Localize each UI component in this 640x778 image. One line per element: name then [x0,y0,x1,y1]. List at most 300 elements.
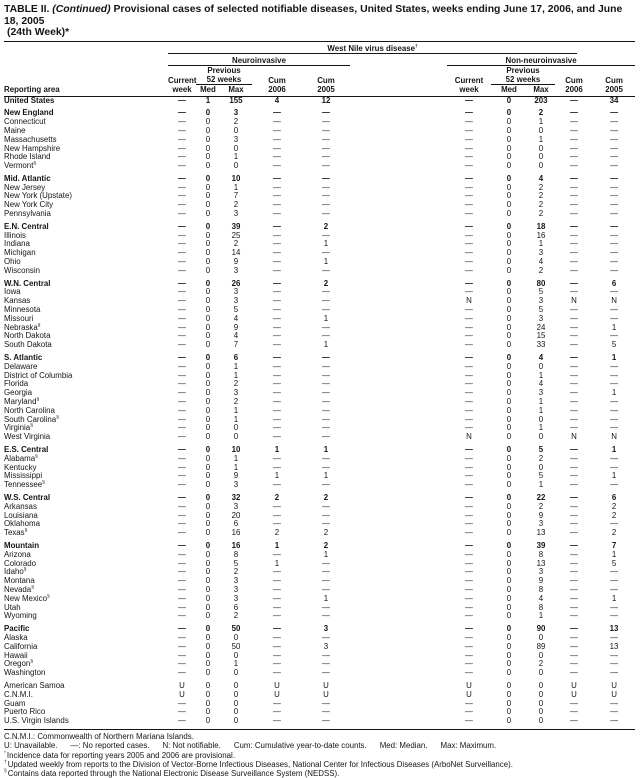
reporting-area-cell: Texas§ [4,529,168,538]
value-cell: 32 [220,494,252,503]
spacer-cell [350,332,447,341]
value-cell: 3 [527,520,555,529]
value-cell: 0 [196,136,220,145]
value-cell: — [168,455,196,464]
value-cell: — [593,153,635,162]
value-cell: — [302,708,350,717]
value-cell: — [302,464,350,473]
value-cell: — [252,223,302,232]
spacer-cell [350,682,447,691]
value-cell: 2 [527,192,555,201]
value-cell: — [302,586,350,595]
value-cell: 1 [220,372,252,381]
value-cell: 0 [196,568,220,577]
reporting-area-cell: New England [4,109,168,118]
value-cell: — [168,267,196,276]
value-cell: 0 [491,520,527,529]
reporting-area-cell: Idaho§ [4,568,168,577]
value-cell: 4 [527,380,555,389]
value-cell: — [447,708,491,717]
value-cell: — [302,324,350,333]
value-cell: — [593,136,635,145]
value-cell: 0 [196,682,220,691]
reporting-area-cell: Washington [4,669,168,678]
spacer-cell [350,240,447,249]
value-cell: — [168,604,196,613]
value-cell: — [555,162,593,171]
value-cell: 0 [491,586,527,595]
value-cell: 2 [527,503,555,512]
value-cell: 0 [196,520,220,529]
value-cell: 0 [196,512,220,521]
legend-item: N: Not notifiable. [162,741,220,750]
value-cell: — [252,634,302,643]
value-cell: 3 [220,389,252,398]
value-cell: 0 [220,162,252,171]
value-cell: 16 [220,542,252,551]
value-cell: — [555,288,593,297]
value-cell: U [302,691,350,700]
value-cell: — [447,669,491,678]
value-cell: 1 [302,446,350,455]
value-cell: 0 [491,363,527,372]
value-cell: — [593,315,635,324]
value-cell: — [555,389,593,398]
value-cell: 7 [220,192,252,201]
value-cell: 0 [491,136,527,145]
value-cell: — [302,192,350,201]
value-cell: — [555,625,593,634]
value-cell: 9 [220,258,252,267]
value-cell: — [593,612,635,621]
value-cell: — [447,660,491,669]
value-cell: — [447,520,491,529]
value-cell: 13 [527,560,555,569]
value-cell: 90 [527,625,555,634]
header-bottom-row [4,85,635,96]
value-cell: — [302,380,350,389]
value-cell: — [555,717,593,726]
max-label: Max [527,85,555,96]
value-cell: — [555,398,593,407]
spacer-cell [350,503,447,512]
value-cell: — [555,372,593,381]
reporting-area-cell: Virginia§ [4,424,168,433]
value-cell: — [447,240,491,249]
value-cell: — [447,118,491,127]
value-cell: — [252,625,302,634]
value-cell: 0 [491,407,527,416]
value-cell: 2 [252,529,302,538]
value-cell: 0 [491,512,527,521]
value-cell: — [447,201,491,210]
value-cell: — [447,232,491,241]
value-cell: — [555,595,593,604]
spacer-cell [350,223,447,232]
reporting-area-header: Reporting area [4,85,168,96]
value-cell: U [555,682,593,691]
value-cell: 6 [593,494,635,503]
value-cell: — [302,612,350,621]
reporting-area-cell: Minnesota [4,306,168,315]
value-cell: — [168,634,196,643]
footnote-marker: § [30,660,33,665]
value-cell: — [302,520,350,529]
value-cell: — [593,162,635,171]
reporting-area-cell: United States [4,96,168,105]
value-cell: — [302,669,350,678]
value-cell: — [447,162,491,171]
value-cell: 1 [593,595,635,604]
value-cell: N [555,433,593,442]
value-cell: — [168,341,196,350]
value-cell: — [252,210,302,219]
legend-item: U: Unavailable. [4,741,58,750]
value-cell: 0 [491,153,527,162]
spacer-cell [350,512,447,521]
value-cell: 0 [527,669,555,678]
value-cell: — [447,604,491,613]
value-cell: — [168,717,196,726]
value-cell: 0 [491,398,527,407]
footnote-marker: § [42,481,45,486]
reporting-area-cell: Pacific [4,625,168,634]
value-cell: — [168,625,196,634]
value-cell: 1 [302,472,350,481]
value-cell: — [593,288,635,297]
value-cell: — [555,472,593,481]
spacer-cell [350,520,447,529]
spacer-cell [350,604,447,613]
value-cell: — [252,503,302,512]
value-cell: 0 [491,354,527,363]
value-cell: — [593,232,635,241]
cum-label: Cum [252,75,302,85]
value-cell: 3 [527,568,555,577]
value-cell: 2 [527,184,555,193]
value-cell: — [447,109,491,118]
value-cell: 2 [220,201,252,210]
value-cell: 5 [220,560,252,569]
value-cell: — [252,464,302,473]
value-cell: — [252,551,302,560]
spacer-cell [350,354,447,363]
value-cell: 1 [527,398,555,407]
value-cell: — [168,184,196,193]
value-cell: — [168,669,196,678]
value-cell: 4 [220,332,252,341]
value-cell: — [555,232,593,241]
value-cell: 3 [220,288,252,297]
value-cell: 0 [220,145,252,154]
spacer-cell [350,551,447,560]
value-cell: 0 [196,363,220,372]
current-label: Current [447,75,491,85]
value-cell: 1 [527,481,555,490]
spacer-cell [350,201,447,210]
value-cell: 2 [302,280,350,289]
footnotes [4,729,635,778]
value-cell: — [555,529,593,538]
year-2006-label: 2006 [555,85,593,96]
legend-item: —: No reported cases. [71,741,150,750]
footnote-marker: § [56,415,59,420]
value-cell: — [302,389,350,398]
value-cell: — [302,407,350,416]
value-cell: 0 [527,145,555,154]
value-cell: 15 [527,332,555,341]
value-cell: — [593,455,635,464]
table-row [4,481,635,490]
value-cell: — [252,184,302,193]
value-cell: — [302,267,350,276]
value-cell: — [555,363,593,372]
value-cell: — [555,96,593,105]
value-cell: 0 [196,481,220,490]
value-cell: 7 [220,341,252,350]
reporting-area-cell: Massachusetts [4,136,168,145]
value-cell: — [168,551,196,560]
value-cell: — [447,389,491,398]
value-cell: 0 [491,577,527,586]
header-disease-row [4,42,635,54]
spacer-cell [350,162,447,171]
value-cell: — [168,288,196,297]
value-cell: — [302,109,350,118]
value-cell: 0 [491,494,527,503]
value-cell: 6 [220,520,252,529]
reporting-area-cell: Nevada§ [4,586,168,595]
value-cell: 1 [220,416,252,425]
reporting-area-cell: New Mexico§ [4,595,168,604]
reporting-area-cell: E.N. Central [4,223,168,232]
value-cell: 0 [491,660,527,669]
value-cell: 0 [220,424,252,433]
value-cell: — [168,210,196,219]
spacer-cell [350,297,447,306]
value-cell: — [302,332,350,341]
value-cell: 0 [196,529,220,538]
value-cell: — [168,324,196,333]
value-cell: — [168,586,196,595]
value-cell: — [555,446,593,455]
table-title [4,4,635,39]
spacer-cell [350,249,447,258]
value-cell: 0 [491,542,527,551]
value-cell: — [168,315,196,324]
value-cell: 0 [491,315,527,324]
value-cell: 8 [527,604,555,613]
value-cell: — [168,306,196,315]
value-cell: 0 [196,424,220,433]
table-row [4,669,635,678]
value-cell: — [447,424,491,433]
reporting-area-cell: Indiana [4,240,168,249]
footnote-marker: § [24,568,27,573]
table-row [4,529,635,538]
legend-item: Med: Median. [380,741,428,750]
value-cell: 9 [220,472,252,481]
spacer-cell [350,708,447,717]
value-cell: 2 [302,542,350,551]
value-cell: 0 [491,446,527,455]
value-cell: 0 [491,306,527,315]
value-cell: 1 [220,660,252,669]
reporting-area-cell: Mountain [4,542,168,551]
reporting-area-cell: Kentucky [4,464,168,473]
footnote-line: §Contains data reported through the National Electronic Disease Surveillance System (NEDSS). [4,769,635,778]
reporting-area-cell: Delaware [4,363,168,372]
reporting-area-cell: Michigan [4,249,168,258]
value-cell: 0 [220,127,252,136]
value-cell: 39 [220,223,252,232]
value-cell: 0 [491,223,527,232]
value-cell: U [593,691,635,700]
value-cell: — [302,560,350,569]
value-cell: N [555,297,593,306]
value-cell: — [168,446,196,455]
value-cell: 0 [220,634,252,643]
value-cell: — [447,280,491,289]
cum-label: Cum [593,75,635,85]
spacer-cell [350,192,447,201]
value-cell: — [447,494,491,503]
reporting-area-cell: U.S. Virgin Islands [4,717,168,726]
spacer-cell [350,464,447,473]
value-cell: 7 [593,542,635,551]
value-cell: — [168,109,196,118]
value-cell: 0 [196,455,220,464]
value-cell: — [252,324,302,333]
value-cell: N [593,433,635,442]
title-continued: (Continued) [52,4,110,15]
value-cell: — [555,175,593,184]
value-cell: 2 [220,118,252,127]
value-cell: 1 [593,389,635,398]
value-cell: 6 [220,354,252,363]
value-cell: 0 [527,363,555,372]
value-cell: 0 [491,708,527,717]
value-cell: — [555,306,593,315]
reporting-area-cell: Pennsylvania [4,210,168,219]
value-cell: 0 [196,551,220,560]
spacer-cell [350,109,447,118]
value-cell: — [252,660,302,669]
value-cell: — [447,136,491,145]
value-cell: — [252,280,302,289]
value-cell: 5 [220,306,252,315]
value-cell: 4 [527,595,555,604]
title-prefix: TABLE II. [4,4,52,15]
value-cell: — [593,464,635,473]
value-cell: 0 [491,643,527,652]
value-cell: 0 [196,240,220,249]
value-cell: — [593,192,635,201]
value-cell: 1 [252,560,302,569]
value-cell: 1 [302,258,350,267]
spacer-cell [350,568,447,577]
value-cell: — [168,652,196,661]
value-cell: — [593,223,635,232]
value-cell: 0 [491,717,527,726]
table-row [4,433,635,442]
value-cell: 0 [220,433,252,442]
footnote-line: *Incidence data for reporting years 2005 and 2006 are provisional. [4,751,635,760]
value-cell: 0 [491,267,527,276]
value-cell: — [168,560,196,569]
value-cell: 22 [527,494,555,503]
value-cell: 1 [302,595,350,604]
value-cell: — [168,192,196,201]
value-cell: 39 [527,542,555,551]
value-cell: — [555,560,593,569]
value-cell: 0 [196,700,220,709]
value-cell: — [168,503,196,512]
value-cell: — [302,634,350,643]
value-cell: 0 [196,643,220,652]
value-cell: 0 [196,288,220,297]
value-cell: — [593,481,635,490]
value-cell: 24 [527,324,555,333]
value-cell: — [252,232,302,241]
value-cell: 0 [196,109,220,118]
med-label: Med [196,85,220,96]
value-cell: — [447,153,491,162]
header-previous-row [4,65,635,75]
value-cell: — [555,324,593,333]
value-cell: — [447,407,491,416]
value-cell: — [555,184,593,193]
value-cell: — [168,529,196,538]
value-cell: U [252,682,302,691]
value-cell: — [447,472,491,481]
value-cell: — [555,341,593,350]
value-cell: 0 [196,446,220,455]
value-cell: 3 [302,625,350,634]
value-cell: 0 [491,568,527,577]
value-cell: — [252,201,302,210]
value-cell: — [168,700,196,709]
value-cell: — [252,433,302,442]
footnote-marker: § [4,769,7,774]
value-cell: 1 [302,551,350,560]
value-cell: 0 [196,586,220,595]
value-cell: — [252,315,302,324]
value-cell: — [593,669,635,678]
value-cell: — [302,363,350,372]
value-cell: 0 [491,341,527,350]
value-cell: — [593,258,635,267]
value-cell: — [302,717,350,726]
value-cell: 5 [593,560,635,569]
value-cell: — [555,109,593,118]
value-cell: 1 [527,612,555,621]
reporting-area-cell: Montana [4,577,168,586]
value-cell: — [593,145,635,154]
reporting-area-cell: Utah [4,604,168,613]
value-cell: 0 [491,503,527,512]
value-cell: — [593,407,635,416]
value-cell: — [252,297,302,306]
value-cell: 4 [527,258,555,267]
non-neuroinvasive-header: Non-neuroinvasive [447,54,635,66]
reporting-area-cell: South Dakota [4,341,168,350]
value-cell: — [555,416,593,425]
value-cell: 2 [593,529,635,538]
value-cell: — [555,494,593,503]
value-cell: 3 [527,297,555,306]
value-cell: 1 [220,363,252,372]
